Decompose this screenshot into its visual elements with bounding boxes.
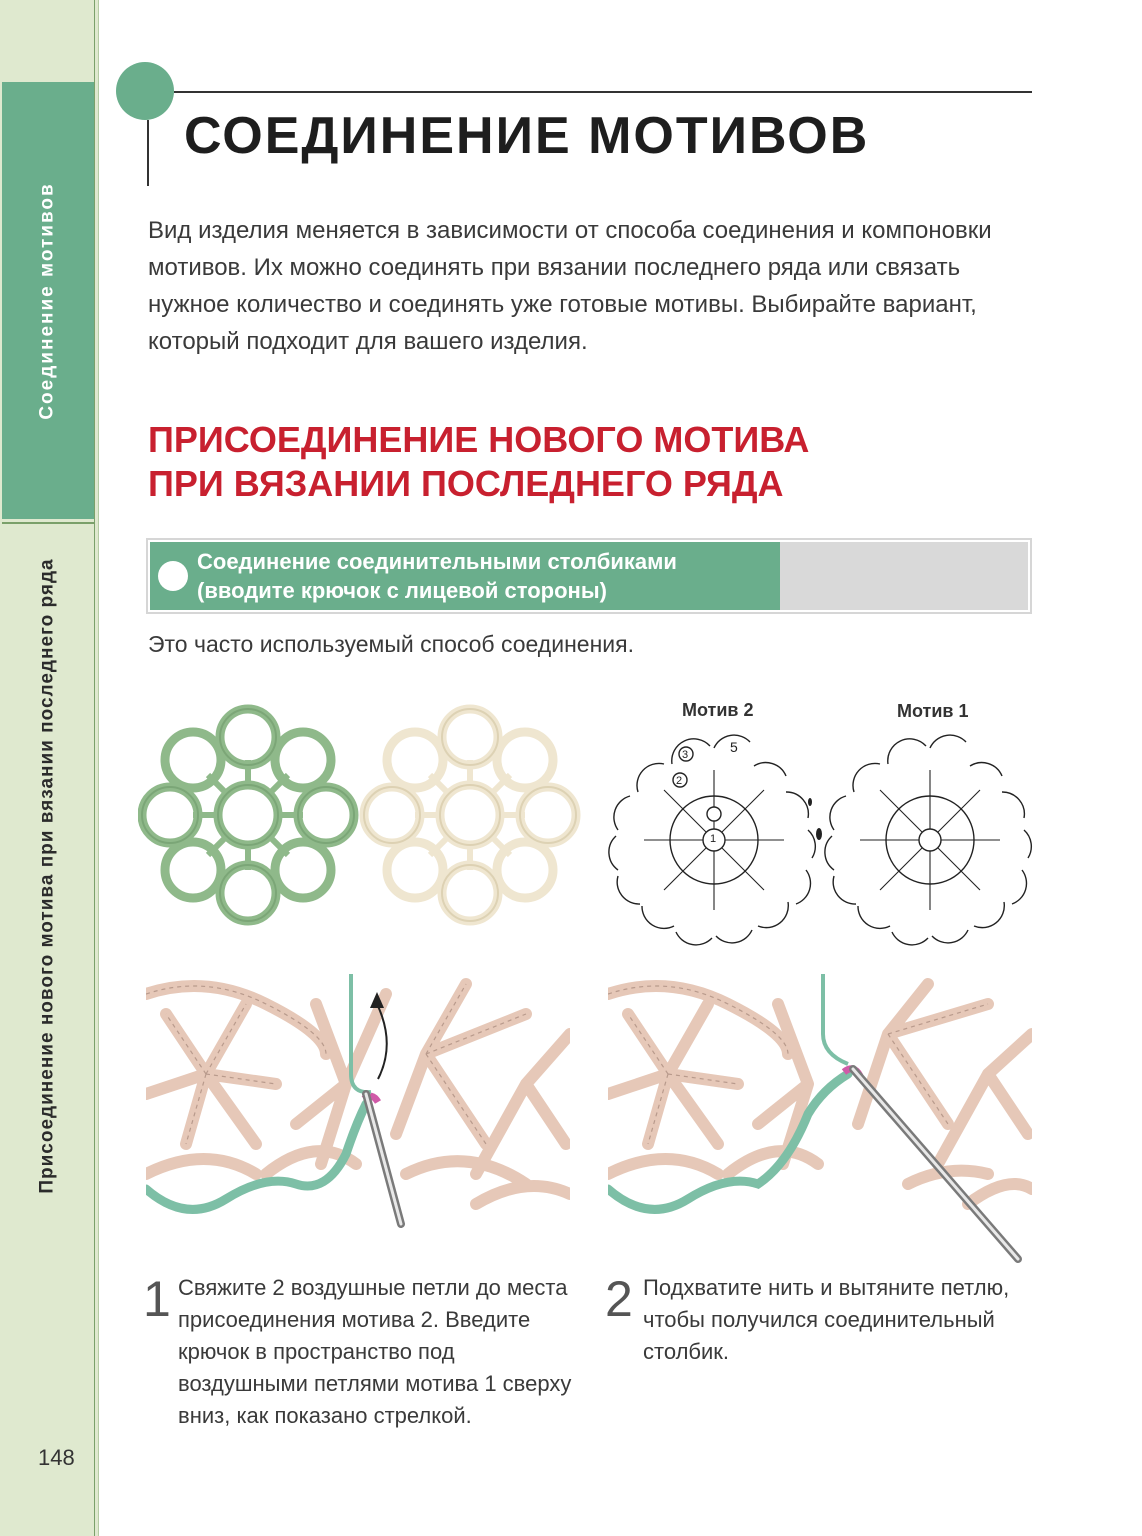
title-circle-decoration	[116, 62, 174, 120]
step-1-illustration	[146, 974, 570, 1228]
page-number: 148	[38, 1445, 75, 1470]
subheading-line-2: (вводите крючок с лицевой стороны)	[197, 578, 607, 603]
section-title-line-1: ПРИСОЕДИНЕНИЕ НОВОГО МОТИВА	[148, 419, 810, 460]
row-marker-5: 5	[730, 739, 738, 755]
motif-1-label: Мотив 1	[897, 701, 969, 721]
cream-motif-photo	[364, 709, 576, 921]
sidebar-chapter-label: Соединение мотивов	[37, 181, 59, 420]
title-vertical-rule	[147, 120, 149, 186]
sidebar-rule-2	[98, 0, 99, 1536]
title-horizontal-rule	[174, 91, 1032, 93]
hook-icon	[366, 1094, 401, 1224]
step-1-text: Свяжите 2 воздушные петли до места присоединения мотива 2. Введите крючок в пространство под воздушными петлями мотива 1 сверху вниз, как показано стрелкой.	[178, 1275, 572, 1428]
sidebar-section-label-wrap	[2, 526, 94, 1226]
subheading-bar-gray	[780, 542, 1028, 610]
sidebar-chapter-label-wrap	[2, 82, 94, 519]
green-motif-photo	[142, 709, 354, 921]
section-title	[148, 418, 1048, 506]
subheading-bullet-icon	[158, 561, 188, 591]
row-marker-1: 1	[710, 833, 717, 845]
row-marker-3: 3	[682, 749, 689, 761]
subheading-line-1: Соединение соединительными столбиками	[197, 549, 677, 574]
intro-paragraph: Вид изделия меняется в зависимости от способа соединения и компоновки мотивов. Их можно соединять при вязании последнего ряда или связать нужное количество и соединять уже готовые мотивы. Выбирайте вариант, который подходит для вашего изделия.	[148, 217, 992, 355]
step-2-text: Подхватите нить и вытяните петлю, чтобы получился соединительный столбик.	[643, 1275, 1010, 1364]
crochet-chart-diagram	[600, 728, 1040, 952]
row-marker-2: 2	[676, 775, 683, 787]
sidebar-rule	[94, 0, 95, 1536]
motifs-photo	[138, 700, 588, 930]
sidebar-section-label: Присоединение нового мотива при вязании последнего ряда	[37, 558, 58, 1194]
subheading	[197, 547, 777, 605]
motif-1-chart	[825, 735, 1031, 945]
step-1-number: 1	[143, 1271, 171, 1327]
sidebar-separator	[2, 522, 94, 524]
motif-2-label: Мотив 2	[682, 700, 754, 720]
join-points	[808, 798, 822, 840]
section-title-line-2: ПРИ ВЯЗАНИИ ПОСЛЕДНЕГО РЯДА	[148, 463, 784, 504]
lead-sentence: Это часто используемый способ соединения.	[148, 631, 634, 657]
step-2-illustration	[608, 974, 1032, 1264]
step-2-number: 2	[605, 1271, 633, 1327]
row-markers	[676, 739, 738, 845]
page-title: СОЕДИНЕНИЕ МОТИВОВ	[184, 107, 870, 165]
